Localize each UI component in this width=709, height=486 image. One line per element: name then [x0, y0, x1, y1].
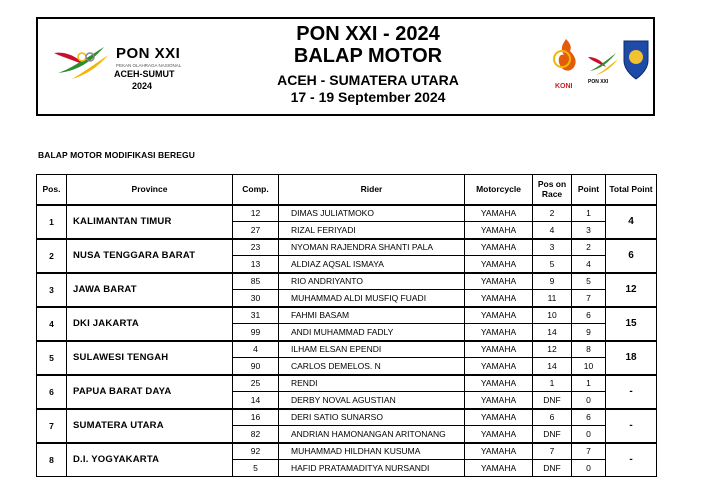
rider-motorcycle: YAMAHA [465, 307, 533, 324]
team-province: NUSA TENGGARA BARAT [67, 239, 233, 273]
rider-name: ALDIAZ AQSAL ISMAYA [279, 256, 465, 273]
rider-race-position: 7 [533, 443, 572, 460]
rider-motorcycle: YAMAHA [465, 290, 533, 307]
rider-name: RENDI [279, 375, 465, 392]
rider-comp: 99 [233, 324, 279, 341]
col-comp: Comp. [233, 175, 279, 205]
rider-comp: 23 [233, 239, 279, 256]
logo-subtitle: PEKAN OLAHRAGA NASIONAL [116, 63, 182, 68]
rider-name: FAHMI BASAM [279, 307, 465, 324]
results-table [36, 174, 657, 477]
team-total-point: 18 [606, 341, 657, 375]
team-province: JAWA BARAT [67, 273, 233, 307]
rider-name: ILHAM ELSAN EPENDI [279, 341, 465, 358]
rider-point: 0 [572, 426, 606, 443]
rider-point: 0 [572, 460, 606, 477]
rider-point: 1 [572, 205, 606, 222]
team-province: KALIMANTAN TIMUR [67, 205, 233, 239]
team-position: 2 [37, 239, 67, 273]
rider-name: RIO ANDRIYANTO [279, 273, 465, 290]
page-title: PON XXI - 2024 [296, 23, 440, 45]
rider-motorcycle: YAMAHA [465, 239, 533, 256]
team-province: SULAWESI TENGAH [67, 341, 233, 375]
table-row [37, 409, 657, 426]
team-total-point: - [606, 409, 657, 443]
team-position: 6 [37, 375, 67, 409]
col-total-point: Total Point [606, 175, 657, 205]
rider-motorcycle: YAMAHA [465, 409, 533, 426]
rider-race-position: DNF [533, 460, 572, 477]
team-total-point: 6 [606, 239, 657, 273]
koni-label: KONI [555, 83, 573, 90]
team-total-point: 12 [606, 273, 657, 307]
rider-comp: 85 [233, 273, 279, 290]
rider-comp: 14 [233, 392, 279, 409]
rider-point: 6 [572, 307, 606, 324]
rider-name: ANDI MUHAMMAD FADLY [279, 324, 465, 341]
rider-comp: 82 [233, 426, 279, 443]
logo-region: ACEH-SUMUT [114, 69, 175, 79]
rider-race-position: 2 [533, 205, 572, 222]
rider-point: 8 [572, 341, 606, 358]
rider-race-position: DNF [533, 392, 572, 409]
rider-comp: 4 [233, 341, 279, 358]
rider-motorcycle: YAMAHA [465, 443, 533, 460]
rider-comp: 25 [233, 375, 279, 392]
rider-motorcycle: YAMAHA [465, 375, 533, 392]
rider-point: 10 [572, 358, 606, 375]
team-position: 1 [37, 205, 67, 239]
table-row [37, 375, 657, 392]
logo-year: 2024 [132, 81, 153, 91]
rider-race-position: 9 [533, 273, 572, 290]
table-row [37, 341, 657, 358]
title-block [218, 24, 518, 106]
rider-name: DERBY NOVAL AGUSTIAN [279, 392, 465, 409]
document-header [36, 17, 655, 116]
rider-comp: 90 [233, 358, 279, 375]
team-position: 4 [37, 307, 67, 341]
team-province: PAPUA BARAT DAYA [67, 375, 233, 409]
rider-motorcycle: YAMAHA [465, 273, 533, 290]
team-position: 7 [37, 409, 67, 443]
rider-race-position: 10 [533, 307, 572, 324]
col-province: Province [67, 175, 233, 205]
results-body [37, 205, 657, 477]
rider-comp: 30 [233, 290, 279, 307]
event-dates: 17 - 19 September 2024 [290, 89, 446, 105]
rider-race-position: DNF [533, 426, 572, 443]
rider-race-position: 12 [533, 341, 572, 358]
pon-xxi-logo [52, 37, 192, 97]
table-row [37, 307, 657, 324]
rider-name: MUHAMMAD HILDHAN KUSUMA [279, 443, 465, 460]
rider-point: 4 [572, 256, 606, 273]
sport-title: BALAP MOTOR [293, 45, 443, 67]
rider-name: RIZAL FERIYADI [279, 222, 465, 239]
rider-race-position: 1 [533, 375, 572, 392]
section-title: BALAP MOTOR MODIFIKASI BEREGU [38, 150, 196, 160]
table-row [37, 443, 657, 460]
rider-comp: 16 [233, 409, 279, 426]
team-total-point: 15 [606, 307, 657, 341]
rider-motorcycle: YAMAHA [465, 256, 533, 273]
table-row [37, 239, 657, 256]
team-total-point: - [606, 375, 657, 409]
rider-point: 7 [572, 443, 606, 460]
rider-motorcycle: YAMAHA [465, 460, 533, 477]
rider-point: 2 [572, 239, 606, 256]
rider-motorcycle: YAMAHA [465, 222, 533, 239]
rider-name: MUHAMMAD ALDI MUSFIQ FUADI [279, 290, 465, 307]
rider-comp: 13 [233, 256, 279, 273]
col-pos: Pos. [37, 175, 67, 205]
sponsor-logos [552, 37, 652, 97]
venue-title: ACEH - SUMATERA UTARA [277, 72, 459, 88]
team-position: 3 [37, 273, 67, 307]
rider-comp: 92 [233, 443, 279, 460]
rider-point: 3 [572, 222, 606, 239]
rider-name: NYOMAN RAJENDRA SHANTI PALA [279, 239, 465, 256]
rider-race-position: 3 [533, 239, 572, 256]
rider-name: DIMAS JULIATMOKO [279, 205, 465, 222]
team-position: 8 [37, 443, 67, 477]
team-province: SUMATERA UTARA [67, 409, 233, 443]
rider-name: HAFID PRATAMADITYA NURSANDI [279, 460, 465, 477]
rider-motorcycle: YAMAHA [465, 205, 533, 222]
team-province: DKI JAKARTA [67, 307, 233, 341]
rider-point: 1 [572, 375, 606, 392]
rider-comp: 27 [233, 222, 279, 239]
col-rider: Rider [279, 175, 465, 205]
rider-comp: 31 [233, 307, 279, 324]
pon-flame-icon [52, 43, 112, 83]
rider-comp: 12 [233, 205, 279, 222]
logo-title: PON XXI [116, 45, 181, 62]
rider-motorcycle: YAMAHA [465, 341, 533, 358]
team-total-point: - [606, 443, 657, 477]
rider-motorcycle: YAMAHA [465, 392, 533, 409]
team-total-point: 4 [606, 205, 657, 239]
rider-race-position: 4 [533, 222, 572, 239]
rider-comp: 5 [233, 460, 279, 477]
rider-race-position: 6 [533, 409, 572, 426]
table-row [37, 273, 657, 290]
rider-name: CARLOS DEMELOS. N [279, 358, 465, 375]
team-position: 5 [37, 341, 67, 375]
rider-race-position: 5 [533, 256, 572, 273]
koni-logo-icon [552, 37, 652, 83]
rider-point: 9 [572, 324, 606, 341]
rider-race-position: 11 [533, 290, 572, 307]
rider-motorcycle: YAMAHA [465, 358, 533, 375]
table-header [37, 175, 657, 205]
col-point: Point [572, 175, 606, 205]
rider-name: DERI SATIO SUNARSO [279, 409, 465, 426]
rider-point: 5 [572, 273, 606, 290]
rider-motorcycle: YAMAHA [465, 426, 533, 443]
team-province: D.I. YOGYAKARTA [67, 443, 233, 477]
rider-race-position: 14 [533, 324, 572, 341]
rider-race-position: 14 [533, 358, 572, 375]
rider-point: 6 [572, 409, 606, 426]
table-row [37, 205, 657, 222]
pon-mini-label: PON XXI [588, 79, 609, 85]
rider-point: 7 [572, 290, 606, 307]
col-pos-on-race: Pos on Race [533, 175, 572, 205]
rider-motorcycle: YAMAHA [465, 324, 533, 341]
rider-point: 0 [572, 392, 606, 409]
rider-name: ANDRIAN HAMONANGAN ARITONANG [279, 426, 465, 443]
col-motorcycle: Motorcycle [465, 175, 533, 205]
